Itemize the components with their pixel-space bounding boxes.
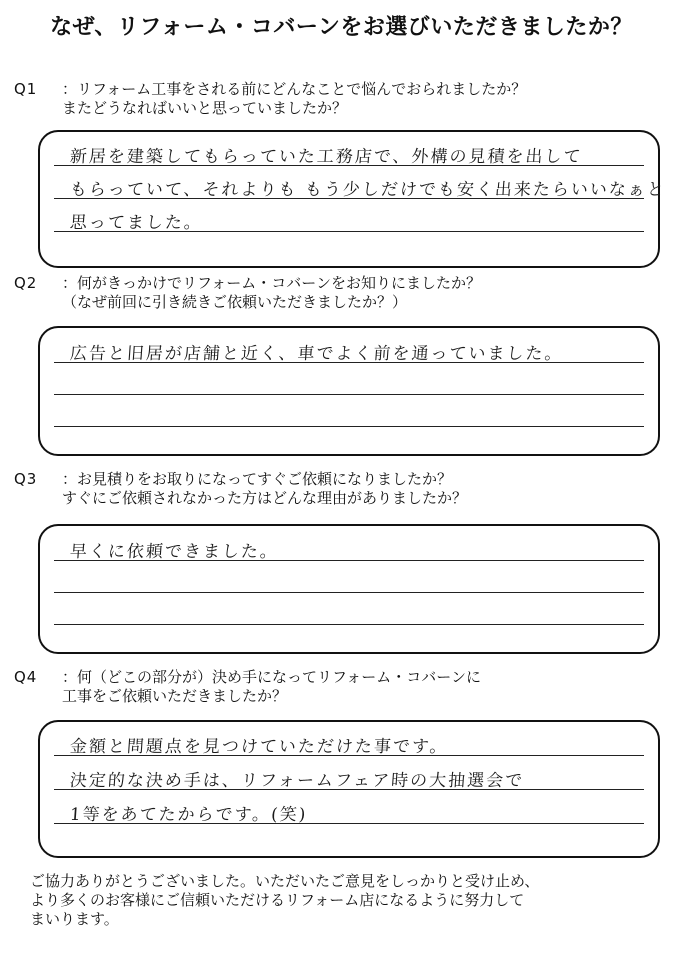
question-text xyxy=(62,668,481,706)
question-text-line: ：何（どこの部分が）決め手になってリフォーム・コバーンに xyxy=(62,668,481,686)
answer-line: 広告と旧居が店舗と近く、車でよく前を通っていました。 xyxy=(69,344,565,364)
answer-box xyxy=(38,720,660,858)
page-title: なぜ、リフォーム・コバーンをお選びいただきましたか？ xyxy=(50,15,633,40)
question-4 xyxy=(14,668,674,825)
question-label: Q1 xyxy=(14,80,38,98)
question-header xyxy=(14,80,674,124)
question-text-line: ：何がきっかけでリフォーム・コバーンをお知りにましたか？ xyxy=(62,274,481,292)
closing-message xyxy=(30,872,670,929)
answer-line: 1等をあてたからです。(笑) xyxy=(69,805,309,825)
question-text-line: ：リフォーム工事をされる前にどんなことで悩んでおられましたか？ xyxy=(62,80,527,98)
question-text-line: すぐにご依頼されなかった方はどんな理由がありましたか？ xyxy=(62,489,468,507)
question-text-line: （なぜ前回に引き続きご依頼いただきましたか？） xyxy=(62,293,408,311)
answer-line: 決定的な決め手は、リフォームフェア時の大抽選会で xyxy=(69,771,525,791)
question-text-line: またどうなればいいと思っていましたか？ xyxy=(62,99,348,117)
answer-line: 金額と問題点を見つけていただけた事です。 xyxy=(69,737,450,757)
answer-line: 新居を建築してもらっていた工務店で、外構の見積を出して xyxy=(69,147,584,167)
answer-box xyxy=(38,130,667,268)
ruled-line xyxy=(54,624,644,625)
answer-box xyxy=(38,326,660,456)
question-text-line: 工事をご依頼いただきましたか？ xyxy=(62,687,288,705)
question-header xyxy=(14,470,674,514)
question-header xyxy=(14,274,674,318)
question-header xyxy=(14,668,674,712)
closing-message-line: ご協力ありがとうございました。いただいたご意見をしっかりと受け止め、 xyxy=(30,872,540,890)
question-3 xyxy=(14,470,674,562)
question-1 xyxy=(14,80,674,233)
closing-message-line: まいります。 xyxy=(30,910,119,928)
question-label: Q2 xyxy=(14,274,38,292)
ruled-line xyxy=(54,394,644,395)
question-text xyxy=(62,470,467,508)
ruled-line xyxy=(54,592,644,593)
closing-message-line: より多くのお客様にご信頼いただけるリフォーム店になるように努力して xyxy=(30,891,525,909)
answer-box xyxy=(38,524,660,654)
answer-line: もらっていて、それよりも もう少しだけでも安く出来たらいいなぁと xyxy=(69,180,667,200)
answer-line: 思ってました。 xyxy=(69,213,204,233)
question-text xyxy=(62,80,526,118)
answer-line: 早くに依頼できました。 xyxy=(69,542,280,562)
question-text xyxy=(62,274,481,312)
question-label: Q4 xyxy=(14,668,38,686)
ruled-line xyxy=(54,426,644,427)
question-text-line: ：お見積りをお取りになってすぐご依頼になりましたか？ xyxy=(62,470,453,488)
question-2 xyxy=(14,274,674,364)
question-label: Q3 xyxy=(14,470,38,488)
